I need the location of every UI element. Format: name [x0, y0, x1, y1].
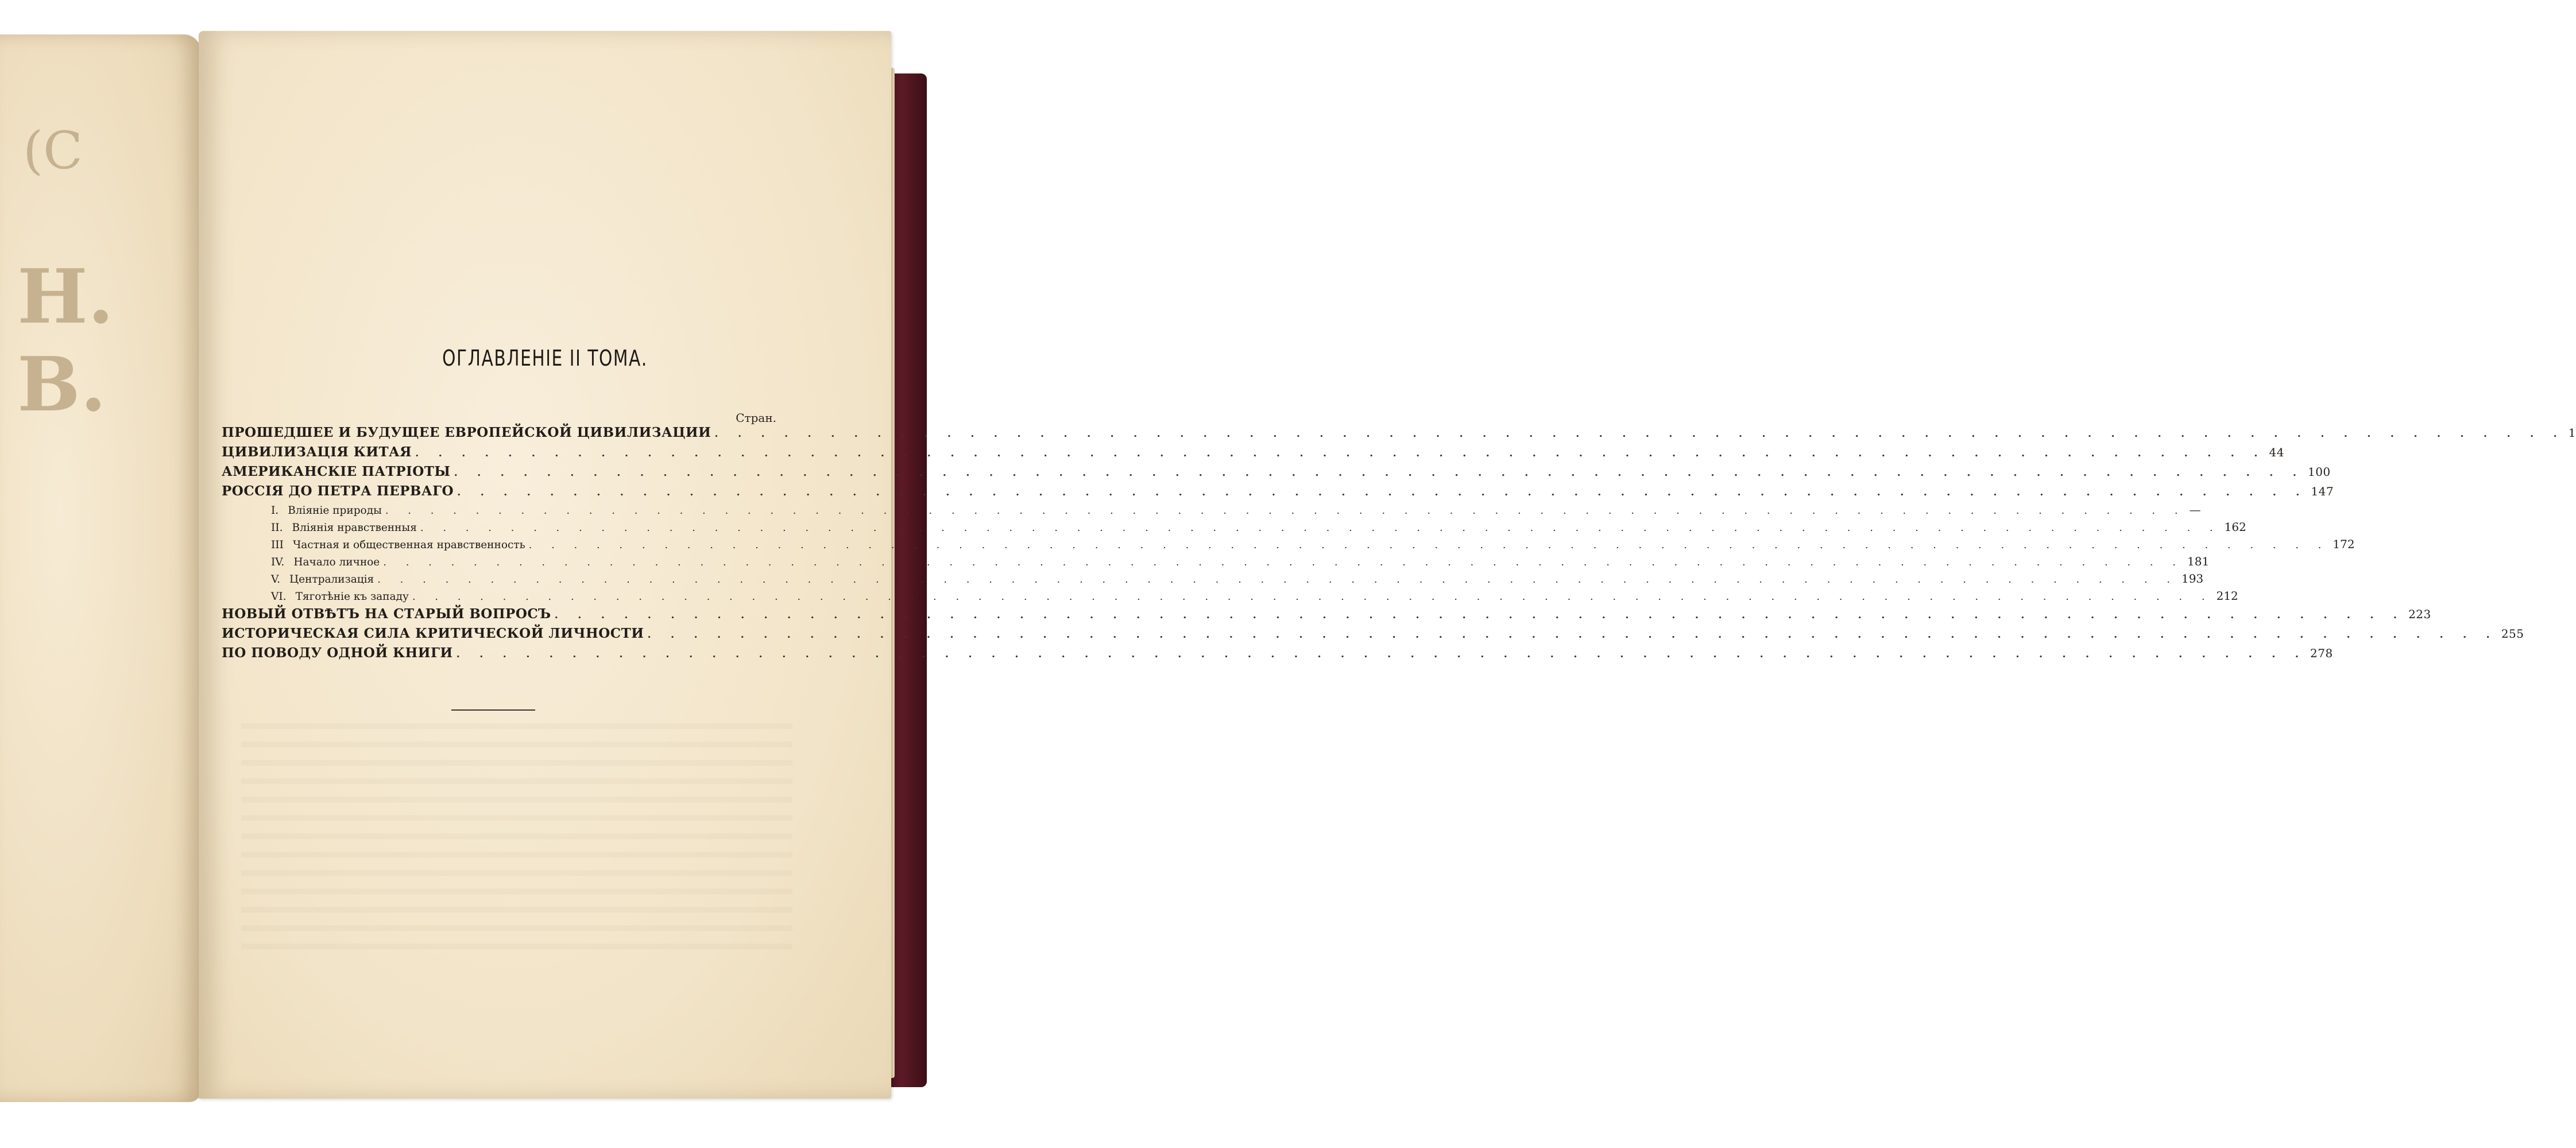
toc-entry-title: АМЕРИКАНСКIЕ ПАТРIОТЫ — [222, 464, 451, 479]
dot-leader: . . . . . . . . . . . . . . . . . . . . . . . . . . . . . . . . . . . . . . . . . . . . . . . . . . . . . . . . . . . . . . . . . . . . . . . . . . . . . . . . — [412, 591, 2213, 603]
toc-entry-page: 1 — [2568, 426, 2576, 440]
toc-entry — [222, 444, 2284, 464]
toc-entry-page: 181 — [2187, 554, 2210, 568]
toc-entry — [222, 626, 2524, 645]
dot-leader: . . . . . . . . . . . . . . . . . . . . . . . . . . . . . . . . . . . . . . . . . . . . . . . . . . . . . . . . . . . . . . . . . . . . . . . . . . . . . . . . — [457, 486, 2308, 498]
dot-leader: . . . . . . . . . . . . . . . . . . . . . . . . . . . . . . . . . . . . . . . . . . . . . . . . . . . . . . . . . . . . . . . . . . . . . . . . . . . . . . . . — [454, 467, 2304, 479]
toc-entry-title: Частная и общественная нравственность — [292, 539, 525, 551]
toc-entry-page: — — [2189, 503, 2201, 517]
toc-entry-page: 162 — [2224, 520, 2246, 534]
toc-entry-title: ПО ПОВОДУ ОДНОЙ КНИГИ — [222, 645, 453, 661]
toc-entry-title: Влiянiя нравственныя — [292, 522, 417, 534]
dot-leader: . . . . . . . . . . . . . . . . . . . . . . . . . . . . . . . . . . . . . . . . . . . . . . . . . . . . . . . . . . . . . . . . . . . . . . . . . . . . . . . . — [383, 556, 2184, 568]
dot-leader: . . . . . . . . . . . . . . . . . . . . . . . . . . . . . . . . . . . . . . . . . . . . . . . . . . . . . . . . . . . . . . . . . . . . . . . . . . . . . . . . — [647, 629, 2498, 641]
toc-entry-title: НОВЫЙ ОТВѢТЪ НА СТАРЫЙ ВОПРОСЪ — [222, 606, 551, 622]
toc-entry-numeral: IV. — [271, 556, 285, 568]
left-page — [0, 34, 201, 1102]
toc-entry-page: 255 — [2501, 627, 2524, 641]
toc-entry-page: 172 — [2333, 537, 2355, 551]
toc-entry-page: 278 — [2310, 646, 2333, 660]
toc-entry — [222, 554, 2210, 572]
toc-entry-page: 212 — [2216, 589, 2238, 603]
toc-entry-title: Централизацiя — [289, 573, 374, 585]
dot-leader: . . . . . . . . . . . . . . . . . . . . . . . . . . . . . . . . . . . . . . . . . . . . . . . . . . . . . . . . . . . . . . . . . . . . . . . . . . . . . . . . — [554, 609, 2405, 621]
toc-entry — [222, 589, 2238, 606]
toc-title: ОГЛАВЛЕНIЕ II ТОМА. — [442, 346, 648, 371]
toc-entry-page: 193 — [2181, 572, 2204, 585]
dot-leader: . . . . . . . . . . . . . . . . . . . . . . . . . . . . . . . . . . . . . . . . . . . . . . . . . . . . . . . . . . . . . . . . . . . . . . . . . . . . . . . . — [377, 573, 2178, 585]
dot-leader: . . . . . . . . . . . . . . . . . . . . . . . . . . . . . . . . . . . . . . . . . . . . . . . . . . . . . . . . . . . . . . . . . . . . . . . . . . . . . . . . — [714, 428, 2565, 440]
toc-entry-numeral: II. — [271, 522, 283, 534]
toc-entry — [222, 537, 2355, 554]
closing-rule — [451, 709, 535, 711]
show-through-text — [241, 723, 792, 953]
dot-leader: . . . . . . . . . . . . . . . . . . . . . . . . . . . . . . . . . . . . . . . . . . . . . . . . . . . . . . . . . . . . . . . . . . . . . . . . . . . . . . . . — [420, 522, 2221, 534]
toc-entry-numeral: V. — [271, 573, 281, 585]
toc-entry — [222, 520, 2246, 537]
toc-entry-numeral: VI. — [271, 591, 287, 603]
toc-entry-title: Влiянiе природы — [288, 505, 382, 517]
toc-entry-page: 223 — [2408, 607, 2431, 621]
toc-entry-title: РОССIЯ ДО ПЕТРА ПЕРВАГО — [222, 483, 454, 499]
toc-entry-title: ПРОШЕДШЕЕ И БУДУЩЕЕ ЕВРОПЕЙСКОЙ ЦИВИЛИЗАЦИИ — [222, 425, 711, 440]
toc-entry — [222, 645, 2333, 665]
toc-entry-title: Тяготѣнiе къ западу — [295, 591, 409, 603]
toc-entry-title: ЦИВИЛИЗАЦIЯ КИТАЯ — [222, 444, 412, 460]
dot-leader: . . . . . . . . . . . . . . . . . . . . . . . . . . . . . . . . . . . . . . . . . . . . . . . . . . . . . . . . . . . . . . . . . . . . . . . . . . . . . . . . — [528, 539, 2330, 551]
toc-entry — [222, 425, 2576, 444]
dot-leader: . . . . . . . . . . . . . . . . . . . . . . . . . . . . . . . . . . . . . . . . . . . . . . . . . . . . . . . . . . . . . . . . . . . . . . . . . . . . . . . . — [385, 505, 2186, 517]
dot-leader: . . . . . . . . . . . . . . . . . . . . . . . . . . . . . . . . . . . . . . . . . . . . . . . . . . . . . . . . . . . . . . . . . . . . . . . . . . . . . . . . — [415, 447, 2266, 459]
toc-entry-page: 44 — [2269, 445, 2284, 459]
toc-entry-title: ИСТОРИЧЕСКАЯ СИЛА КРИТИЧЕСКОЙ ЛИЧНОСТИ — [222, 626, 644, 641]
toc-entry — [222, 503, 2201, 520]
toc-entry — [222, 572, 2204, 589]
table-of-contents — [222, 425, 2576, 665]
toc-entry — [222, 464, 2331, 483]
toc-entry-page: 147 — [2311, 484, 2334, 498]
toc-entry — [222, 606, 2431, 626]
toc-entry-numeral: I. — [271, 505, 279, 517]
toc-entry-numeral: III — [271, 539, 284, 551]
left-page-ghost-initials: Н. В. — [17, 253, 114, 428]
dot-leader: . . . . . . . . . . . . . . . . . . . . . . . . . . . . . . . . . . . . . . . . . . . . . . . . . . . . . . . . . . . . . . . . . . . . . . . . . . . . . . . . — [456, 648, 2307, 660]
toc-entry-page: 100 — [2307, 465, 2331, 479]
toc-entry — [222, 483, 2334, 503]
toc-entry-title: Начало личное — [293, 556, 380, 568]
left-page-ghost-text: (C — [23, 121, 83, 181]
page-column-header: Стран. — [736, 411, 776, 425]
